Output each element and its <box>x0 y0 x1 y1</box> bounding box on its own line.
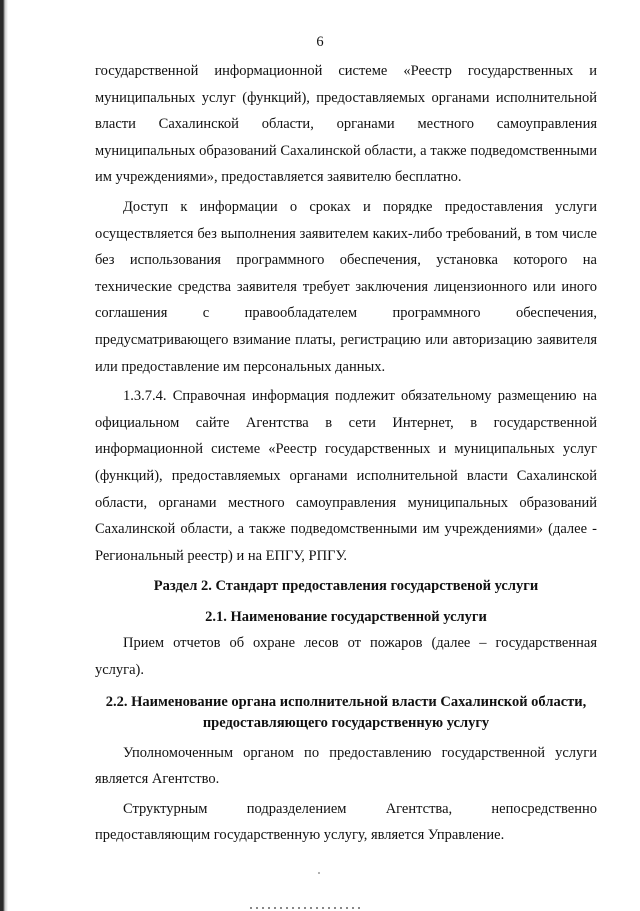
subsection-2-1-heading: 2.1. Наименование государственной услуги <box>205 608 487 625</box>
scan-speck <box>318 872 320 874</box>
paragraph-registry-continuation: государственной информационной системе «Реестр государственных и муниципальных услуг (функций), предоставляемых органами исполнительной власти Сахалинской области, органами местного самоуправления муниципальных образований Сахалинской области, а также подведомственными им учреждениями», предоставляется заявителю бесплатно. <box>95 63 597 186</box>
authorized-body-paragraph: Уполномоченным органом по предоставлению государственной услуги является Агентство. <box>95 744 597 788</box>
subsection-2-2-heading-line1: 2.2. Наименование органа исполнительной власти Сахалинской области, <box>105 693 587 710</box>
section-2-heading: Раздел 2. Стандарт предоставления государственой услуги <box>153 578 539 595</box>
paragraph-reference-info: 1.3.7.4. Справочная информация подлежит обязательному размещению на официальном сайте Агентства в сети Интернет, в государственной информационной системе «Реестр государственных и муниципальных услуг (функций), предоставляемых органами исполнительной власти Сахалинской области, органами местного самоуправления муниципальных образований Сахалинской области, а также подведомственными им учреждениями» (далее - Региональный реестр) и на ЕПГУ, РПГУ. <box>95 388 597 564</box>
page-number: 6 <box>316 34 324 50</box>
document-body <box>95 58 597 849</box>
service-name-paragraph: Прием отчетов об охране лесов от пожаров (далее – государственная услуга). <box>95 635 597 679</box>
structural-unit-paragraph: Структурным подразделением Агентства, непосредственно предоставляющим государственную услугу, является Управление. <box>95 800 597 844</box>
paragraph-access-info: Доступ к информации о сроках и порядке предоставления услуги осуществляется без выполнения заявителем каких-либо требований, в том числе без использования программного обеспечения, установка которого на технические средства заявителя требует заключения лицензионного или иного соглашения с правообладателем программного обеспечения, предусматривающего взимание платы, регистрацию или авторизацию заявителя или предоставление им персональных данных. <box>95 198 597 375</box>
subsection-2-2-heading-line2: предоставляющего государственную услугу <box>202 714 490 731</box>
scan-binding-edge <box>0 0 8 911</box>
scan-bottom-noise <box>250 907 360 909</box>
subsection-2-2-heading <box>95 692 597 734</box>
